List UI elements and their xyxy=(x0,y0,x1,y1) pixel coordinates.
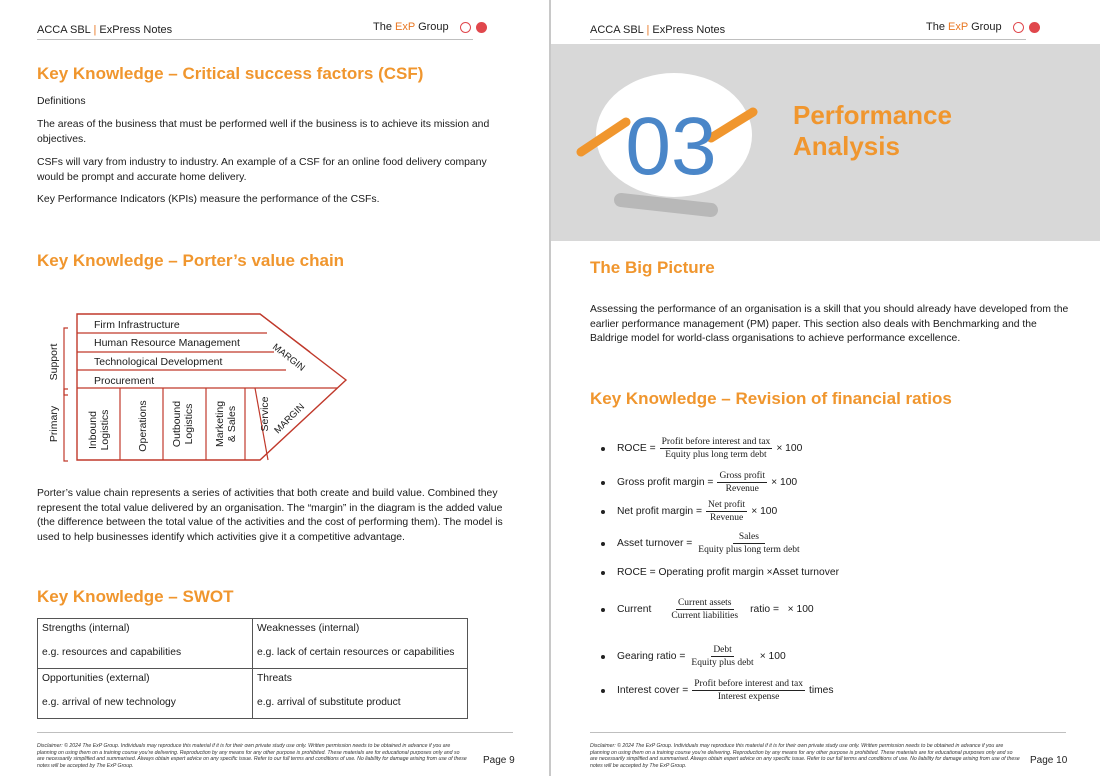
ratios-heading: Key Knowledge – Revision of financial ratios xyxy=(590,389,952,408)
chapter-number-graphic xyxy=(571,60,771,230)
header-title xyxy=(590,24,725,36)
swot-opportunities-head: Opportunities (external) xyxy=(42,673,150,684)
bullet-icon xyxy=(601,689,605,693)
ratio-roce xyxy=(601,437,802,460)
ratio-numerator: Sales xyxy=(733,532,765,544)
primary-bracket xyxy=(64,389,68,461)
ratio-denominator: Revenue xyxy=(725,484,759,494)
swot-strengths-example: e.g. resources and capabilities xyxy=(42,647,182,658)
brand-the: The xyxy=(926,21,945,33)
ratio-suffix: × 100 xyxy=(771,477,798,488)
page-10 xyxy=(551,0,1100,776)
primary-col-3b: Logistics xyxy=(183,403,195,445)
ratio-denominator: Revenue xyxy=(709,513,744,523)
swot-strengths-head: Strengths (internal) xyxy=(42,623,130,634)
ratio-label: Interest cover = xyxy=(617,685,689,696)
bullet-icon xyxy=(601,447,605,451)
primary-col-2: Operations xyxy=(137,400,149,452)
ratio-denominator: Equity plus long term debt xyxy=(665,450,767,460)
swot-heading: Key Knowledge – SWOT xyxy=(37,587,234,606)
footer-rule xyxy=(37,732,513,733)
primary-col-1b: Logistics xyxy=(99,409,111,451)
header-rule xyxy=(37,39,473,40)
header-notes: ExPress Notes xyxy=(652,24,726,36)
value-chain-diagram xyxy=(40,306,360,466)
ratio-fraction xyxy=(689,645,755,668)
ratio-denominator: Equity plus long term debt xyxy=(698,545,800,555)
bullet-icon xyxy=(601,571,605,575)
primary-col-4b: & Sales xyxy=(226,405,238,443)
header-notes: ExPress Notes xyxy=(99,24,173,36)
ratio-numerator: Gross profit xyxy=(719,471,766,481)
ratio-numerator: Profit before interest and tax xyxy=(694,679,803,689)
bullet-icon xyxy=(601,481,605,485)
brand-group: Group xyxy=(418,21,449,33)
ratio-numerator: Profit before interest and tax xyxy=(661,437,771,447)
header-title xyxy=(37,24,172,36)
support-row-1: Firm Infrastructure xyxy=(94,319,180,331)
primary-col-1a: Inbound xyxy=(87,411,99,449)
swot-weaknesses xyxy=(253,619,468,669)
margin-label-bottom: MARGIN xyxy=(272,401,307,437)
ratio-asset-turnover xyxy=(601,532,806,555)
big-picture-heading: The Big Picture xyxy=(590,258,715,277)
footer-disclaimer: Disclaimer: © 2024 The ExP Group. Individuals may reproduce this material if it is for their own private study use only. Written permission needs to be obtained in advance if you are planning on using them on a training course you’re delivering. Reproduction by any means for any other purpose is prohibited. These materials are for educational purposes only and so are necessarily simplified and summarised. Always obtain expert advice on any specific issue. Refer to our full terms and conditions of use. No liability for damage arising from use of these notes will be accepted by The ExP Group. xyxy=(37,743,467,769)
support-row-4: Procurement xyxy=(94,375,155,387)
ratio-fraction xyxy=(660,437,773,460)
ratio-fraction xyxy=(717,471,767,494)
ratio-label: Current xyxy=(617,604,652,615)
bullet-icon xyxy=(601,510,605,514)
ratio-denominator: Current liabilities xyxy=(671,611,739,621)
primary-label: Primary xyxy=(48,405,60,443)
header-separator: | xyxy=(646,24,650,36)
ratio-label: ROCE = xyxy=(617,443,656,454)
support-row-3: Technological Development xyxy=(94,356,223,368)
swot-opportunities-example: e.g. arrival of new technology xyxy=(42,697,176,708)
chapter-title-line1: Performance xyxy=(793,100,952,130)
bullet-icon xyxy=(601,608,605,612)
header-rule xyxy=(590,39,1026,40)
ratio-denominator: Equity plus debt xyxy=(691,658,754,668)
value-chain-arrow xyxy=(77,314,346,460)
ratio-roce-breakdown xyxy=(601,567,839,578)
ratio-suffix: times xyxy=(808,685,834,696)
value-chain-heading: Key Knowledge – Porter’s value chain xyxy=(37,251,345,270)
ratio-suffix: × 100 xyxy=(751,506,778,517)
chapter-number: 03 xyxy=(625,101,717,192)
chapter-title xyxy=(793,100,952,162)
header-course: ACCA SBL xyxy=(37,24,91,36)
brand-exp: ExP xyxy=(395,21,416,33)
ratio-label: Gearing ratio = xyxy=(617,651,686,662)
footer-disclaimer: Disclaimer: © 2024 The ExP Group. Individuals may reproduce this material if it is for their own private study use only. Written permission needs to be obtained in advance if you are planning on using them on a training course you’re delivering. Reproduction by any means for any other purpose is prohibited. These materials are for educational purposes only and so are necessarily simplified and summarised. Always obtain expert advice on any specific issue. Refer to our full terms and conditions of use. No liability for damage arising from use of these notes will be accepted by The ExP Group. xyxy=(590,743,1020,769)
ratio-fraction xyxy=(692,679,805,702)
brand-group: Group xyxy=(971,21,1002,33)
swot-threats xyxy=(253,669,468,719)
brand-logo-icon xyxy=(1011,21,1040,33)
primary-col-3a: Outbound xyxy=(171,400,183,448)
support-bracket xyxy=(64,328,68,395)
bullet-icon xyxy=(601,542,605,546)
ratio-fraction xyxy=(696,532,801,555)
swot-table xyxy=(37,618,468,719)
support-label: Support xyxy=(48,343,60,381)
ratio-label: Net profit margin = xyxy=(617,506,702,517)
swot-strengths xyxy=(38,619,253,669)
swot-threats-head: Threats xyxy=(257,673,292,684)
primary-col-4a: Marketing xyxy=(214,400,226,448)
ratio-numerator: Debt xyxy=(713,645,732,655)
csf-definition-text: The areas of the business that must be performed well if the business is to achieve its mission and objectives. xyxy=(37,119,490,145)
ratio-label: Asset turnover = xyxy=(617,538,693,549)
bullet-icon xyxy=(601,655,605,659)
csf-definitions-label: Definitions xyxy=(37,96,86,107)
ratio-denominator: Interest expense xyxy=(717,692,780,702)
ratio-numerator: Current assets xyxy=(677,598,732,608)
ratio-label: ROCE = Operating profit margin ×Asset turnover xyxy=(617,567,840,578)
ratio-gross-margin xyxy=(601,471,797,494)
ratio-current xyxy=(601,598,814,621)
brand-logo-icon xyxy=(458,21,487,33)
support-row-2: Human Resource Management xyxy=(94,337,240,349)
ratio-label: Gross profit margin = xyxy=(617,477,714,488)
ratio-interest-cover xyxy=(601,679,834,702)
ratio-suffix: × 100 xyxy=(776,443,803,454)
ratio-fraction xyxy=(669,598,740,621)
page-number: Page 10 xyxy=(1030,755,1068,766)
ratio-suffix: ratio = × 100 xyxy=(750,604,814,615)
ratio-net-margin xyxy=(601,500,777,523)
ratio-gearing xyxy=(601,645,786,668)
swot-threats-example: e.g. arrival of substitute product xyxy=(257,697,401,708)
header-separator: | xyxy=(93,24,97,36)
brand-exp: ExP xyxy=(948,21,969,33)
swot-weaknesses-example: e.g. lack of certain resources or capabilities xyxy=(257,647,455,658)
swot-weaknesses-head: Weaknesses (internal) xyxy=(257,623,360,634)
page-9 xyxy=(0,0,549,776)
brand-the: The xyxy=(373,21,392,33)
csf-heading: Key Knowledge – Critical success factors (CSF) xyxy=(37,64,424,83)
value-chain-description: Porter’s value chain represents a series of activities that both create and build value. Combined they represent the total value delivered by an organisation. The “margin” in the diagram is the added value (the difference between the total value of the activities and the cost of performing them). The model is used to help businesses identify which activities give it a competitive advantage. xyxy=(37,488,503,543)
header-brand xyxy=(373,21,487,33)
margin-label-top: MARGIN xyxy=(270,341,307,374)
kpi-text: Key Performance Indicators (KPIs) measure the performance of the CSFs. xyxy=(37,194,380,205)
big-picture-text: Assessing the performance of an organisation is a skill that you should already have developed from the earlier performance management (PM) paper. This section also deals with Benchmarking and the Baldrige model for world-class organisations to achieve performance excellence. xyxy=(590,304,1069,344)
primary-col-5: Service xyxy=(259,396,271,432)
header-course: ACCA SBL xyxy=(590,24,644,36)
page-number: Page 9 xyxy=(483,755,515,766)
header-brand xyxy=(926,21,1040,33)
ratio-suffix: × 100 xyxy=(759,651,786,662)
ratio-fraction xyxy=(706,500,747,523)
csf-example-text: CSFs will vary from industry to industry. An example of a CSF for an online food delivery company would be prompt and accurate home delivery. xyxy=(37,157,487,183)
footer-rule xyxy=(590,732,1066,733)
swot-opportunities xyxy=(38,669,253,719)
ratio-numerator: Net profit xyxy=(708,500,746,510)
chapter-title-line2: Analysis xyxy=(793,131,900,161)
